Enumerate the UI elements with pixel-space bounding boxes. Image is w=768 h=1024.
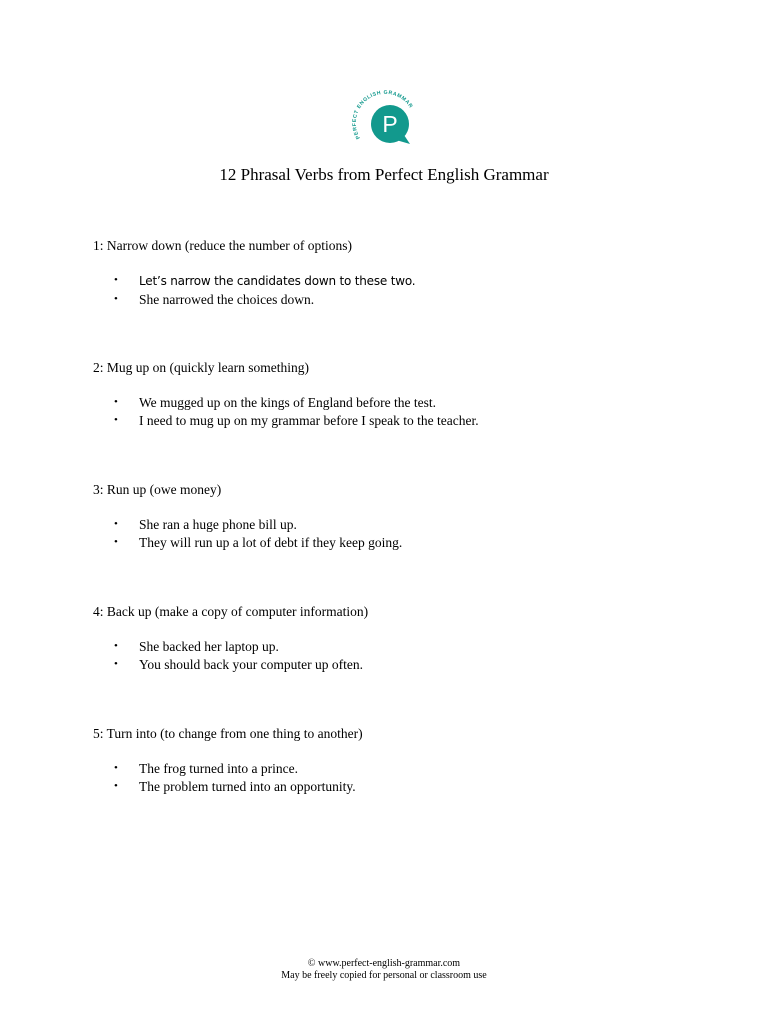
section-heading: 3: Run up (owe money) — [93, 482, 222, 497]
bullet-icon: • — [114, 657, 118, 670]
example-item — [93, 656, 713, 674]
example-sentence: She narrowed the choices down. — [139, 291, 315, 307]
example-list — [93, 638, 713, 673]
phrasal-verb-section — [93, 725, 713, 795]
bullet-icon: • — [114, 535, 118, 548]
example-item — [93, 760, 713, 778]
example-sentence: She backed her laptop up. — [139, 639, 279, 654]
example-sentence: They will run up a lot of debt if they keep going. — [139, 534, 403, 550]
example-sentence: I need to mug up on my grammar before I speak to the teacher. — [139, 412, 479, 428]
example-item — [93, 534, 713, 552]
example-item — [93, 778, 713, 796]
example-item — [93, 394, 713, 412]
example-sentence: The problem turned into an opportunity. — [139, 778, 356, 794]
logo-letter: P — [382, 111, 398, 137]
example-item — [93, 272, 713, 291]
footer-copyright: © www.perfect-english-grammar.com — [307, 958, 461, 969]
bullet-icon: • — [114, 762, 118, 774]
example-sentence: She ran a huge phone bill up. — [139, 517, 297, 532]
section-heading: 2: Mug up on (quickly learn something) — [93, 360, 309, 375]
section-heading: 4: Back up (make a copy of computer information) — [93, 604, 369, 619]
section-heading: 5: Turn into (to change from one thing to another) — [93, 726, 363, 741]
bullet-icon: • — [114, 292, 118, 305]
example-list — [93, 760, 713, 795]
example-item — [93, 291, 713, 309]
section-heading: 1: Narrow down (reduce the number of options) — [93, 238, 353, 253]
example-sentence: You should back your computer up often. — [139, 656, 363, 672]
phrasal-verb-section — [93, 237, 713, 308]
footer-usage-note: May be freely copied for personal or classroom use — [281, 969, 487, 981]
example-sentence: We mugged up on the kings of England before the test. — [139, 395, 436, 410]
example-item — [93, 412, 713, 430]
footer — [0, 958, 768, 981]
bullet-icon: • — [114, 640, 118, 652]
logo-graphic — [352, 88, 416, 152]
bullet-icon: • — [114, 413, 118, 426]
perfect-english-grammar-logo — [352, 88, 416, 152]
example-sentence: The frog turned into a prince. — [139, 761, 298, 776]
bullet-icon: • — [114, 396, 118, 408]
bullet-icon: • — [114, 518, 118, 530]
page-title: 12 Phrasal Verbs from Perfect English Grammar — [219, 165, 549, 184]
example-list — [93, 516, 713, 551]
logo-ring-text: PERFECT ENGLISH GRAMMAR — [352, 89, 414, 140]
example-list — [93, 394, 713, 429]
example-item — [93, 516, 713, 534]
phrasal-verb-section — [93, 359, 713, 429]
bullet-icon: • — [114, 779, 118, 792]
example-list — [93, 272, 713, 308]
phrasal-verb-section — [93, 603, 713, 673]
example-sentence: Let’s narrow the candidates down to these two. — [139, 274, 416, 288]
phrasal-verb-section — [93, 481, 713, 551]
example-item — [93, 638, 713, 656]
bullet-icon: • — [114, 274, 118, 286]
